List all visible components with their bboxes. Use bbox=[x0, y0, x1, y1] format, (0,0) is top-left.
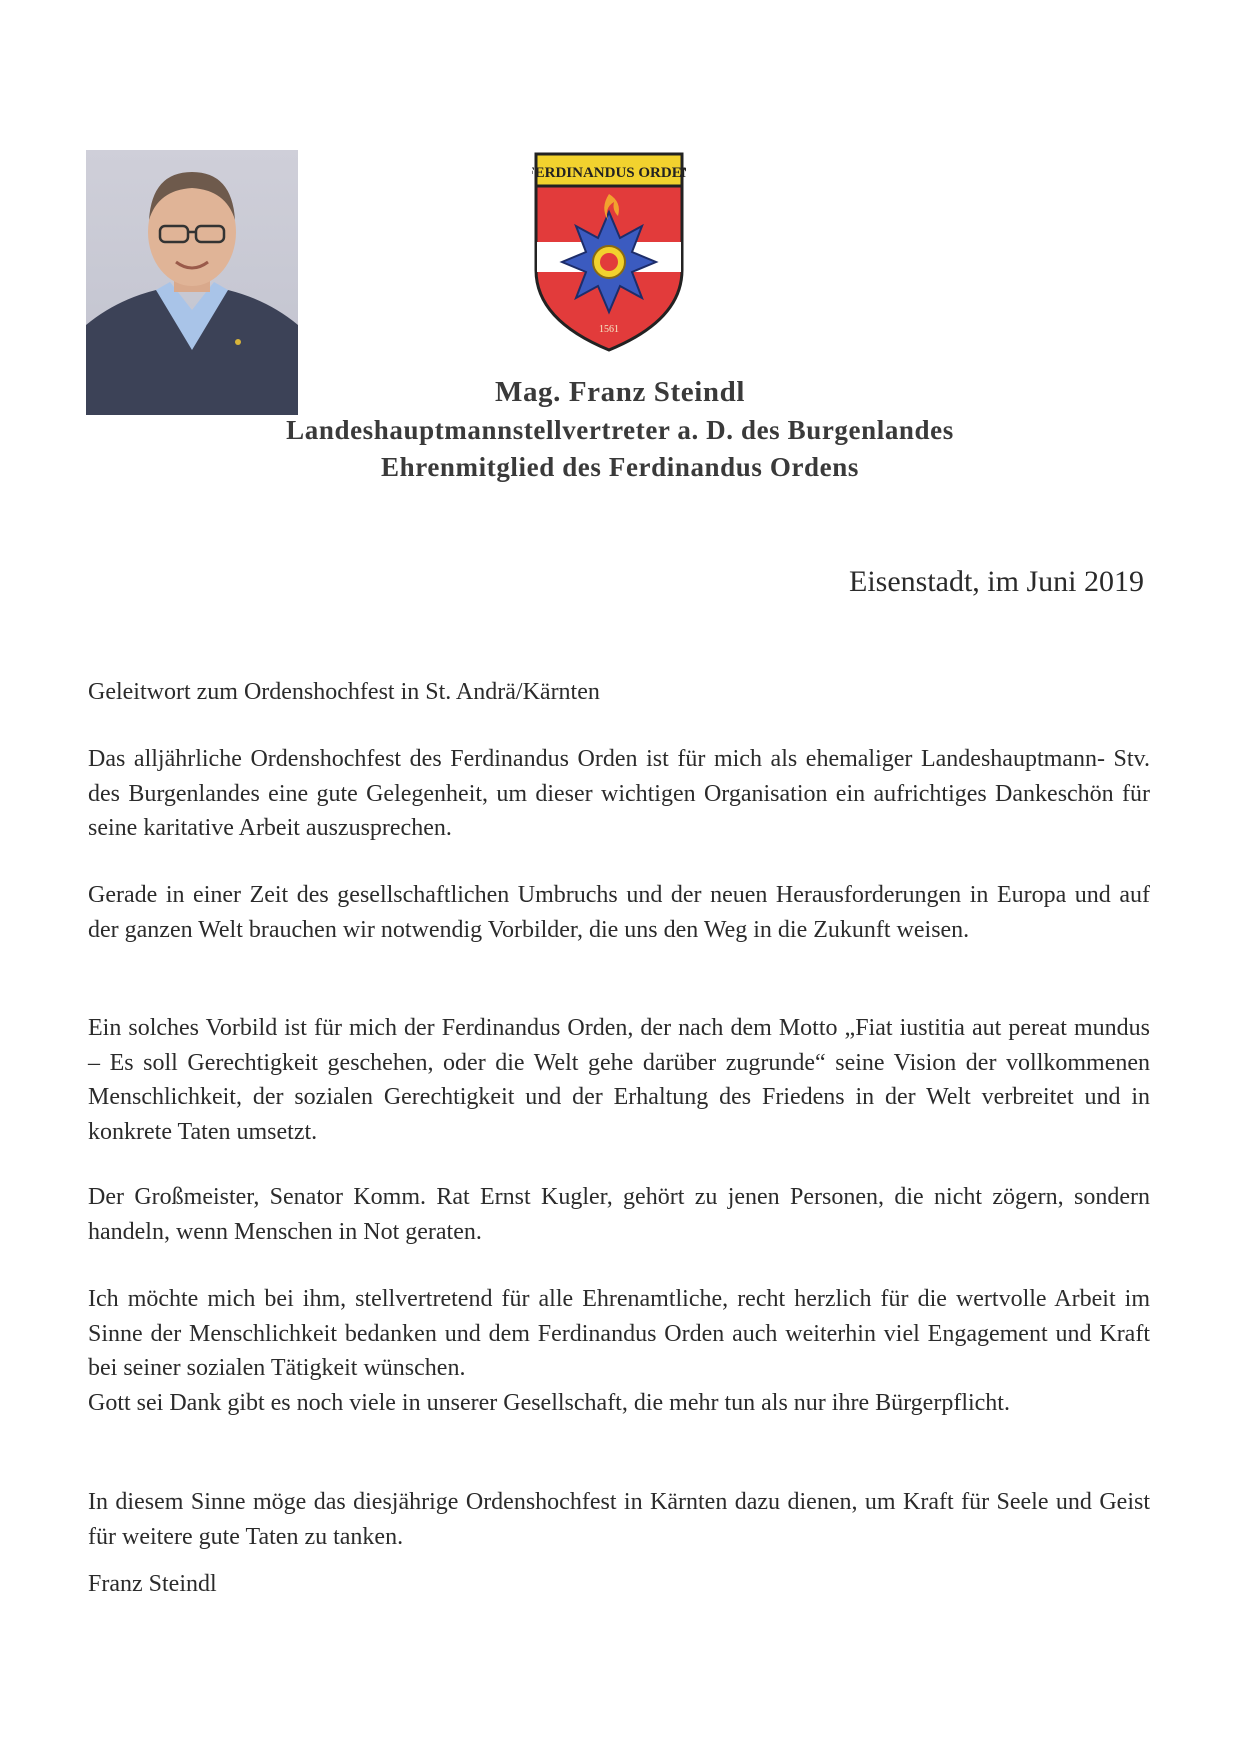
paragraph bbox=[88, 742, 1150, 846]
paragraph-text: Ein solches Vorbild ist für mich der Ferdinandus Orden, der nach dem Motto „Fiat iustitia aut pereat mundus – Es soll Gerechtigkeit geschehen, oder die Welt gehe darüber zugrunde“ seine Vision der vollkommenen Menschlichkeit, der sozialen Gerechtigkeit und der Erhaltung des Friedens in der Welt verbreitet und in konkrete Taten umsetzt. bbox=[88, 1015, 1150, 1145]
author-title: Landeshauptmannstellvertreter a. D. des Burgenlandes bbox=[286, 415, 954, 445]
letter-subject bbox=[88, 675, 1150, 710]
paragraph-text: Das alljährliche Ordenshochfest des Ferdinandus Orden ist für mich als ehemaliger Landeshauptmann- Stv. des Burgenlandes eine gute Gelegenheit, um dieser wichtigen Organisation ein aufrichtiges Dankeschön für seine karitative Arbeit auszusprechen. bbox=[88, 746, 1150, 841]
place-date: Eisenstadt, im Juni 2019 bbox=[849, 565, 1144, 598]
paragraph bbox=[88, 1180, 1150, 1249]
crest-year: 1561 bbox=[599, 324, 619, 335]
paragraph-text: Ich möchte mich bei ihm, stellvertretend für alle Ehrenamtliche, recht herzlich für die wertvolle Arbeit im Sinne der Menschlichkeit bedanken und dem Ferdinandus Orden auch weiterhin viel Engagement und Kraft bei seiner sozialen Tätigkeit wünschen. bbox=[88, 1286, 1150, 1381]
subject-text: Geleitwort zum Ordenshochfest in St. Andrä/Kärnten bbox=[88, 679, 600, 705]
paragraph-text: Gott sei Dank gibt es noch viele in unserer Gesellschaft, die mehr tun als nur ihre Bürgerpflicht. bbox=[88, 1389, 1010, 1416]
paragraph bbox=[88, 1282, 1150, 1420]
crest-banner-text: FERDINANDUS ORDEN bbox=[532, 165, 686, 181]
paragraph bbox=[88, 1011, 1150, 1149]
ferdinandus-orden-crest bbox=[532, 150, 686, 355]
paragraph-text: Gerade in einer Zeit des gesellschaftlichen Umbruchs und der neuen Herausforderungen in Europa und auf der ganzen Welt brauchen wir notwendig Vorbilder, die uns den Weg in die Zukunft weisen. bbox=[88, 882, 1150, 943]
author-name: Mag. Franz Steindl bbox=[494, 376, 746, 408]
author-membership: Ehrenmitglied des Ferdinandus Ordens bbox=[381, 452, 859, 482]
paragraph-text: Der Großmeister, Senator Komm. Rat Ernst Kugler, gehört zu jenen Personen, die nicht zögern, sondern handeln, wenn Menschen in Not geraten. bbox=[88, 1184, 1150, 1245]
signature bbox=[88, 1567, 1150, 1602]
paragraph bbox=[88, 878, 1150, 947]
paragraph bbox=[88, 1485, 1150, 1554]
paragraph-text: In diesem Sinne möge das diesjährige Ordenshochfest in Kärnten dazu dienen, um Kraft für Seele und Geist für weitere gute Taten zu tanken. bbox=[88, 1489, 1150, 1550]
signature-text: Franz Steindl bbox=[88, 1571, 217, 1597]
